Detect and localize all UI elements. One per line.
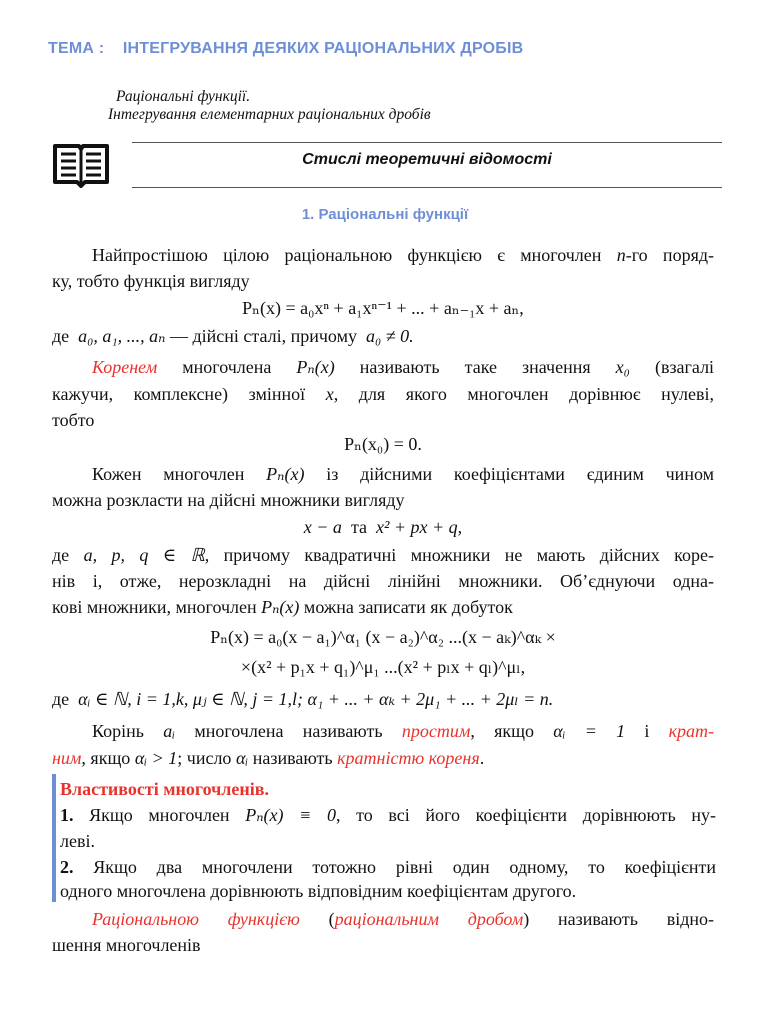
paragraph-3-line-1: Кожен многочлен Pₙ(x) із дійсними коефіцієнтами єдиним чином	[92, 464, 714, 484]
paragraph-7-line-2: шення многочленів	[52, 935, 201, 955]
property-1-line-1: 1. Якщо многочлен Pₙ(x) ≡ 0, то всі його коефіцієнти дорівнюють ну-	[60, 805, 717, 825]
paragraph-6-line-2: ним, якщо αᵢ > 1; число αᵢ називають кратністю кореня.	[52, 748, 485, 768]
section-title: 1. Раціональні функції	[301, 206, 469, 223]
box-bottom-rule	[132, 187, 722, 188]
paragraph-5: де αᵢ ∈ ℕ, i = 1,k, μⱼ ∈ ℕ, j = 1,l; α₁ + ... + αₖ + 2μ₁ + ... + 2μₗ = n.	[52, 689, 554, 709]
topic-title: ІНТЕГРУВАННЯ ДЕЯКИХ РАЦІОНАЛЬНИХ ДРОБІВ	[122, 40, 524, 57]
book-icon	[52, 142, 110, 188]
box-top-rule	[132, 142, 722, 143]
subtopic-1: Раціональні функції.	[116, 88, 251, 105]
paragraph-7-line-1: Раціональною функцією (раціональним дробом) називають відно-	[92, 909, 715, 929]
paragraph-2-line-2: кажучи, комплексне) змінної x, для якого многочлен дорівнює нулеві,	[52, 384, 714, 404]
paragraph-1-line-3: де a₀, a₁, ..., aₙ — дійсні сталі, причому a₀ ≠ 0.	[52, 326, 414, 346]
paragraph-1-line-1: Найпростішою цілою раціональною функцією є многочлен n-го поряд-	[92, 245, 714, 265]
property-1-line-2: леві.	[60, 831, 95, 851]
property-2-line-1: 2. Якщо два многочлени тотожно рівні один одному, то коефіцієнти	[60, 857, 717, 877]
box-title: Стислі теоретичні відомості	[302, 151, 552, 168]
properties-accent-bar	[52, 774, 56, 902]
formula-factorization-2: ×(x² + p₁x + q₁)^μ₁ ...(x² + pₗx + qₗ)^μₗ,	[240, 657, 526, 677]
topic-heading	[48, 40, 523, 58]
paragraph-4-line-2: нів і, отже, нерозкладні на дійсні лінійні множники. Об’єднуючи одна-	[52, 571, 714, 591]
paragraph-1-line-2: ку, тобто функція вигляду	[52, 271, 250, 291]
paragraph-6-line-1: Корінь aᵢ многочлена називають простим, якщо αᵢ = 1 і крат-	[92, 721, 715, 741]
paragraph-3-line-2: можна розкласти на дійсні множники вигляду	[52, 490, 405, 510]
properties-title: Властивості многочленів.	[60, 779, 269, 799]
paragraph-4-line-3: кові множники, многочлен Pₙ(x) можна записати як добуток	[52, 597, 513, 617]
property-2-line-2: одного многочлена дорівнюють відповідним коефіцієнтам другого.	[60, 881, 577, 901]
formula-polynomial: Pₙ(x) = a₀xⁿ + a₁xⁿ⁻¹ + ... + aₙ₋₁x + aₙ,	[242, 298, 524, 318]
topic-label: ТЕМА :	[48, 40, 105, 57]
formula-root: Pₙ(x₀) = 0.	[344, 434, 422, 454]
paragraph-4-line-1: де a, p, q ∈ ℝ, причому квадратичні множники не мають дійсних коре-	[52, 545, 714, 565]
formula-factorization-1: Pₙ(x) = a₀(x − a₁)^α₁ (x − a₂)^α₂ ...(x − aₖ)^αₖ ×	[210, 627, 556, 647]
paragraph-2-line-1: Коренем многочлена Pₙ(x) називають таке значення x₀ (взагалі	[92, 357, 715, 377]
paragraph-2-line-3: тобто	[52, 410, 95, 430]
formula-factors: x − a та x² + px + q,	[303, 517, 463, 537]
subtopic-2: Інтегрування елементарних раціональних дробів	[108, 106, 431, 123]
